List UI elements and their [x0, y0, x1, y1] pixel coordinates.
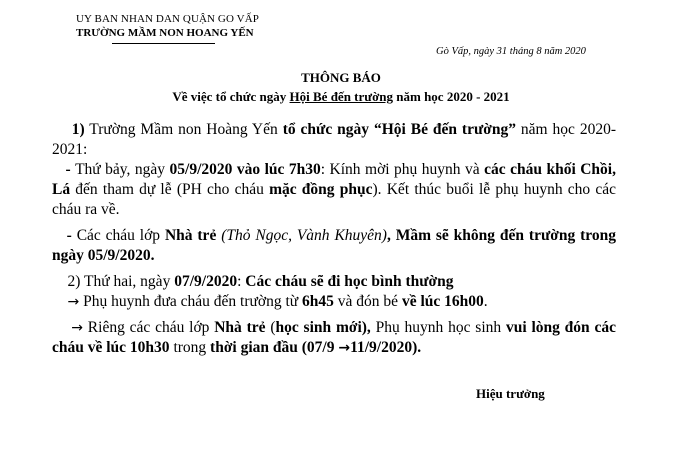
arrow-line-1-text: Phụ huynh đưa cháu đến trường từ	[79, 293, 303, 310]
arrow-right-icon: →	[338, 340, 351, 356]
bullet-2-nursery: Nhà trẻ	[164, 227, 217, 244]
subtitle-pre: Về việc tổ chức ngày	[172, 89, 290, 104]
arrow-line-2-paren: (	[265, 319, 276, 336]
arrow-line-1-time: 6h45	[302, 293, 334, 310]
arrow-line-2-text-3: trong	[169, 339, 211, 356]
arrow-line-2-text: Riêng các cháu lớp	[82, 319, 215, 336]
bullet-2-notice: , Mầm sẽ không đến trường trong ngày 05/9/2020.	[52, 227, 616, 264]
date-line: Gò Vấp, ngày 31 tháng 8 năm 2020	[436, 46, 586, 57]
arrow-right-icon: →	[71, 320, 83, 336]
arrow-line-2-nursery: Nhà trẻ	[214, 319, 266, 336]
school-name: TRƯỜNG MẦM NON HOANG YẾN	[76, 27, 254, 39]
bullet-2-dash: -	[66, 227, 77, 244]
paragraph-1-number: 1)	[71, 121, 85, 138]
document-title: THÔNG BÁO	[301, 70, 381, 85]
paragraph-1-bold: tổ chức ngày “Hội Bé đến trường”	[282, 121, 516, 138]
bullet-1-classes: các cháu khối Chồi, Lá	[52, 161, 616, 198]
paragraph-1	[52, 120, 616, 160]
paragraph-1-text-end: năm học 2020-2021:	[52, 121, 617, 158]
subtitle-event: Hội Bé đến trường	[289, 89, 394, 104]
bullet-2-text: Các cháu lớp	[76, 227, 165, 244]
arrow-line-1-pickup: về lúc 16h00	[401, 293, 484, 310]
arrow-line-1-text-2: và đón bé	[333, 293, 402, 310]
bullet-1-text-3: đến tham dự lễ (PH cho cháu	[70, 181, 270, 198]
bullet-2-class-names: (Thỏ Ngọc, Vành Khuyên)	[216, 227, 387, 244]
header-divider	[112, 43, 215, 44]
arrow-line-2-new-students: học sinh mới),	[275, 319, 371, 336]
bullet-1-text-4: ). Kết thúc buổi lễ phụ huynh cho các cháu ra về.	[52, 181, 616, 218]
arrow-line-2-range-start: (07/9	[297, 339, 339, 356]
bullet-2	[52, 226, 616, 266]
arrow-line-2-text-2: Phụ huynh học sinh	[370, 319, 506, 336]
arrow-line-1	[52, 292, 616, 312]
bullet-1-text: Thứ bảy, ngày	[75, 161, 170, 178]
arrow-line-2	[52, 318, 616, 358]
notice-body	[52, 120, 616, 358]
paragraph-2-bold: Các cháu sẽ đi học bình thường	[245, 273, 454, 290]
arrow-line-2-pickup: vui lòng đón các cháu về lúc 10h30	[52, 319, 616, 356]
bullet-1-dash: -	[65, 161, 76, 178]
arrow-line-2-range-end: 11/9/2020).	[350, 339, 422, 356]
arrow-right-icon: →	[67, 294, 80, 310]
document-subtitle	[0, 89, 682, 105]
bullet-1	[52, 160, 616, 220]
agency-name: UY BAN NHAN DAN QUẬN GO VẤP	[76, 13, 259, 25]
paragraph-2-colon: :	[237, 273, 246, 290]
signature-title: Hiệu trưởng	[476, 386, 545, 401]
paragraph-2	[52, 272, 616, 292]
paragraph-1-text: Trường Mầm non Hoàng Yến	[84, 121, 283, 138]
bullet-1-text-2: : Kính mời phụ huynh và	[320, 161, 485, 178]
arrow-line-1-end: .	[483, 293, 488, 310]
paragraph-2-date: 07/9/2020	[174, 273, 238, 290]
paragraph-2-text: 2) Thứ hai, ngày	[67, 273, 175, 290]
subtitle-post: năm học 2020 - 2021	[393, 89, 510, 104]
bullet-1-uniform: mặc đồng phục	[269, 181, 373, 198]
arrow-line-2-period: thời gian đầu	[210, 339, 298, 356]
bullet-1-date: 05/9/2020 vào lúc 7h30	[169, 161, 321, 178]
